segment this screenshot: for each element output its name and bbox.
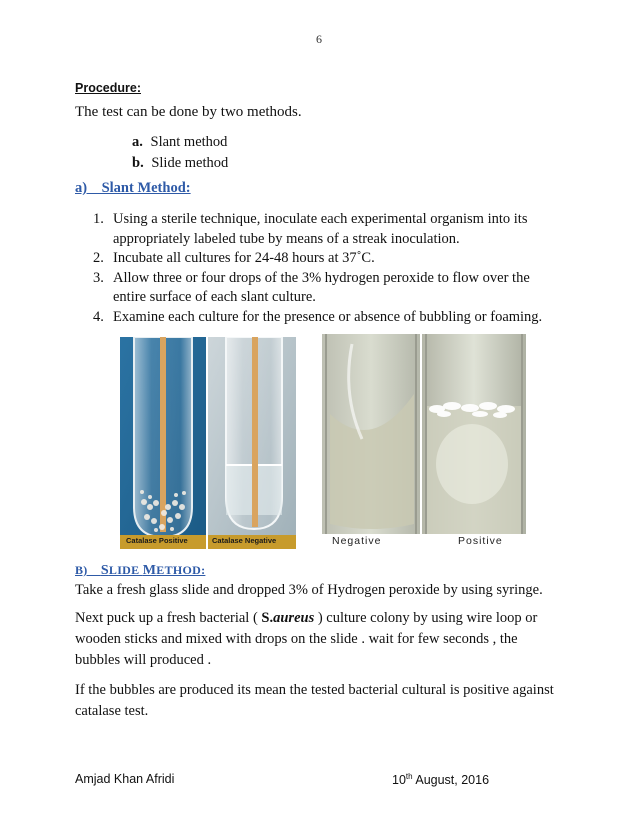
catalase-tubes-photo-left — [120, 337, 296, 549]
intro-text: The test can be done by two methods. — [75, 104, 302, 120]
slide-paragraph-2: Next puck up a fresh bacterial ( S.aureus ) culture colony by using wire loop or wooden sticks and mixed with drops on the slide . wait for few seconds , the bubbles will produced . — [75, 610, 538, 668]
slide-paragraph-3: If the bubbles are produced its mean the tested bacterial cultural is positive against catalase test. — [75, 682, 554, 719]
footer-author: Amjad Khan Afridi — [75, 772, 175, 786]
procedure-heading: Procedure: — [75, 81, 141, 95]
slant-method-heading: a) Slant Method: — [75, 180, 191, 196]
method-item: a. Slant method — [132, 134, 228, 150]
caption-catalase-negative: Catalase Negative — [212, 536, 277, 545]
footer-date: 10th August, 2016 — [392, 772, 490, 788]
step-item: 3. Allow three or four drops of the 3% hydrogen peroxide to flow over the entire surface of each slant culture. — [93, 269, 530, 305]
page-number: 6 — [316, 32, 322, 46]
caption-positive: Positive — [458, 535, 503, 547]
slide-paragraph-1: Take a fresh glass slide and dropped 3% of Hydrogen peroxide by using syringe. — [75, 582, 543, 598]
step-item: 4. Examine each culture for the presence or absence of bubbling or foaming. — [93, 308, 543, 325]
procedure-steps — [93, 210, 563, 327]
method-list — [132, 132, 228, 174]
caption-catalase-positive: Catalase Positive — [126, 536, 188, 545]
catalase-tubes-photo-right — [322, 334, 526, 550]
step-item: 1. Using a sterile technique, inoculate each experimental organism into its appropriately labeled tube by means of a streak inoculation. — [93, 211, 528, 247]
caption-negative: Negative — [332, 535, 382, 547]
method-item: b. Slide method — [132, 155, 229, 171]
slide-method-heading: B) SLIDE METHOD: — [75, 563, 206, 578]
step-item: 2. Incubate all cultures for 24-48 hours at 37˚C. — [93, 250, 375, 266]
